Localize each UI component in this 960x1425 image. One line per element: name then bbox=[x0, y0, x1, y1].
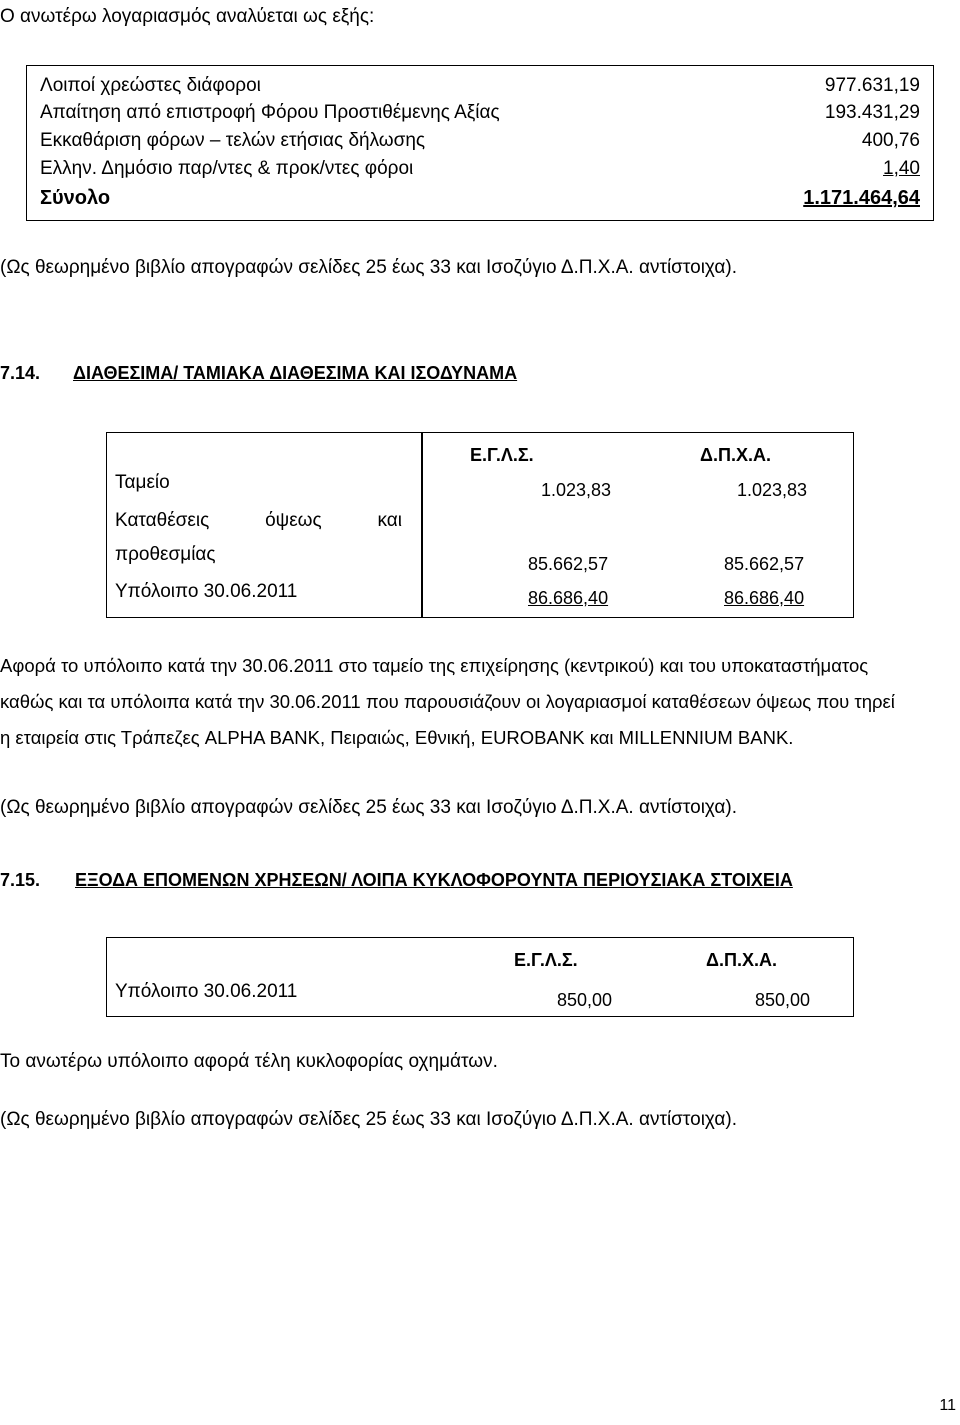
paragraph-line: καθώς και τα υπόλοιπα κατά την 30.06.2011 που παρουσιάζουν οι λογαριασμοί καταθέσεων όψεως που τηρεί bbox=[0, 691, 895, 712]
balance-dpxa-value: 86.686,40 bbox=[724, 588, 805, 608]
debtors-row-label: Ελλην. Δημόσιο παρ/ντες & προκ/ντες φόροι bbox=[40, 158, 414, 179]
column-header-dpxa: Δ.Π.Χ.Α. bbox=[706, 950, 777, 970]
debtors-row-value: 1,40 bbox=[883, 158, 920, 179]
deposits-word: Καταθέσεις bbox=[115, 510, 210, 531]
debtors-row-value: 193.431,29 bbox=[824, 102, 920, 123]
debtors-total-label: Σύνολο bbox=[40, 187, 111, 209]
deposits-word: όψεως bbox=[265, 510, 322, 531]
deposits-word: και bbox=[377, 510, 402, 531]
column-header-dpxa: Δ.Π.Χ.Α. bbox=[700, 445, 771, 465]
page-number: 11 bbox=[939, 1397, 956, 1414]
debtors-row-value: 400,76 bbox=[861, 130, 920, 151]
cash-egls-value: 1.023,83 bbox=[541, 480, 612, 500]
table-divider bbox=[421, 432, 423, 618]
debtors-row-value: 977.631,19 bbox=[824, 75, 920, 96]
reference-note: (Ως θεωρημένο βιβλίο απογραφών σελίδες 25 έως 33 και Ισοζύγιο Δ.Π.Χ.Α. αντίστοιχα). bbox=[0, 797, 737, 818]
debtors-row-label: Απαίτηση από επιστροφή Φόρου Προστιθέμενης Αξίας bbox=[40, 102, 500, 123]
debtors-row-label: Λοιποί χρεώστες διάφοροι bbox=[40, 75, 261, 96]
note-text: Το ανωτέρω υπόλοιπο αφορά τέλη κυκλοφορίας οχημάτων. bbox=[0, 1051, 498, 1072]
debtors-total-value: 1.171.464,64 bbox=[803, 187, 920, 209]
paragraph-line: η εταιρεία στις Τράπεζες ALPHA BANK, Πειραιώς, Εθνική, EUROBANK και MILLENNIUM BANK. bbox=[0, 727, 794, 748]
row-label-cash: Ταμείο bbox=[115, 472, 170, 493]
cash-dpxa-value: 1.023,83 bbox=[737, 480, 808, 500]
section-number: 7.14. bbox=[0, 363, 41, 383]
column-header-egls: Ε.Γ.Λ.Σ. bbox=[514, 950, 578, 970]
reference-note: (Ως θεωρημένο βιβλίο απογραφών σελίδες 25 έως 33 και Ισοζύγιο Δ.Π.Χ.Α. αντίστοιχα). bbox=[0, 1109, 737, 1130]
section-title: ΕΞΟΔΑ ΕΠΟΜΕΝΩΝ ΧΡΗΣΕΩΝ/ ΛΟΙΠΑ ΚΥΚΛΟΦΟΡΟΥΝΤΑ ΠΕΡΙΟΥΣΙΑΚΑ ΣΤΟΙΧΕΙΑ bbox=[75, 870, 793, 890]
balance-dpxa-value: 850,00 bbox=[755, 990, 811, 1010]
balance-egls-value: 86.686,40 bbox=[528, 588, 609, 608]
row-label-balance: Υπόλοιπο 30.06.2011 bbox=[115, 581, 298, 602]
paragraph-line: Αφορά το υπόλοιπο κατά την 30.06.2011 στο ταμείο της επιχείρησης (κεντρικού) και του υποκαταστήματος bbox=[0, 655, 869, 676]
row-label-deposits bbox=[115, 510, 402, 532]
column-header-egls: Ε.Γ.Λ.Σ. bbox=[470, 445, 534, 465]
prepaid-expenses-table bbox=[106, 937, 854, 1017]
debtors-row-label: Εκκαθάριση φόρων – τελών ετήσιας δήλωσης bbox=[40, 130, 426, 151]
deposits-dpxa-value: 85.662,57 bbox=[724, 554, 805, 574]
section-title: ΔΙΑΘΕΣΙΜΑ/ ΤΑΜΙΑΚΑ ΔΙΑΘΕΣΙΜΑ ΚΑΙ ΙΣΟΔΥΝΑΜΑ bbox=[73, 363, 518, 383]
intro-text: Ο ανωτέρω λογαριασμός αναλύεται ως εξής: bbox=[0, 6, 375, 27]
reference-note: (Ως θεωρημένο βιβλίο απογραφών σελίδες 25 έως 33 και Ισοζύγιο Δ.Π.Χ.Α. αντίστοιχα). bbox=[0, 257, 737, 278]
balance-egls-value: 850,00 bbox=[557, 990, 613, 1010]
section-number: 7.15. bbox=[0, 870, 41, 890]
row-label-balance: Υπόλοιπο 30.06.2011 bbox=[115, 981, 298, 1002]
deposits-egls-value: 85.662,57 bbox=[528, 554, 609, 574]
row-label-deposits-line2: προθεσμίας bbox=[115, 544, 216, 565]
